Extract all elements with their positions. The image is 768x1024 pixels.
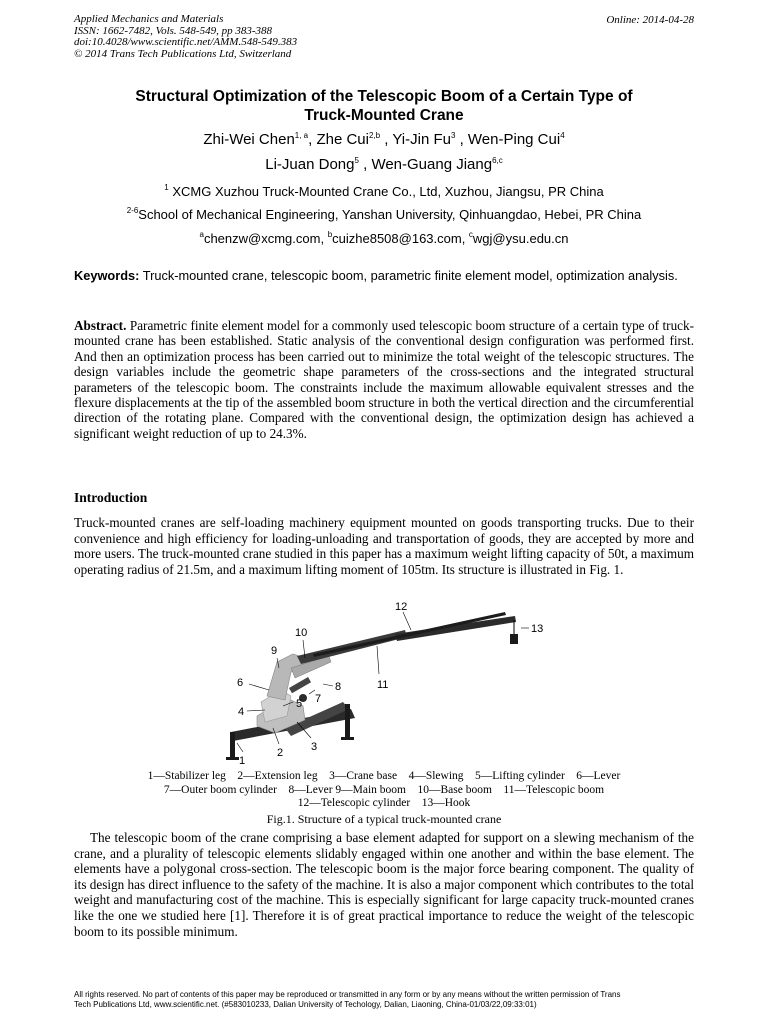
author-name: Li-Juan Dong: [265, 156, 355, 173]
callout-label: 10: [295, 627, 308, 639]
journal-header: [74, 14, 297, 60]
callout-label: 1: [239, 755, 246, 767]
stabilizer-leg-right: [345, 704, 350, 738]
abstract-text: Parametric finite element model for a commonly used telescopic boom structure of a certain type of truck-mounted crane has been established. Static analysis of the conventional design configuration was performed first. And then an optimization process has been carried out to minimize the total weight of the telescopic structures. The design variables include the geometric shape parameters of the cross-sections and the integrated structural parameters of the telescopic boom. The constraints include the maximum allowable equivalent stresses and the flexure displacements at the tip of the assembled boom structure in both the vertical direction and the circumferential direction of the rotating plane. Compared with the conventional design, the optimization design has achieved a significant weight reduction of up to 24.3%.: [74, 318, 694, 441]
footer-notice: [74, 990, 694, 1009]
crane-figure: [225, 598, 555, 768]
doi: doi:10.4028/www.scientific.net/AMM.548-549.383: [74, 36, 298, 49]
legend-line: 7—Outer boom cylinder 8—Lever 9—Main boom 10—Base boom 11—Telescopic boom: [163, 783, 605, 796]
author-line-1: [74, 131, 694, 148]
abstract-label: Abstract.: [74, 318, 127, 333]
author-sup: 4: [560, 131, 565, 140]
abstract: [74, 318, 694, 441]
title-line-2: Truck-Mounted Crane: [304, 107, 464, 124]
hook-block: [510, 634, 518, 644]
lifting-cylinder-shape: [289, 677, 311, 693]
author-emails: [74, 231, 694, 246]
author-name: , Wen-Ping Cui: [455, 131, 561, 148]
author-sup: 1, a: [294, 131, 309, 140]
email[interactable]: chenzw@xcmg.com,: [203, 231, 328, 246]
callout-label: 12: [395, 601, 408, 613]
leader-6: [249, 684, 269, 690]
callout-label: 3: [311, 741, 318, 753]
issn: ISSN: 1662-7482, Vols. 548-549, pp 383-388: [74, 24, 272, 37]
paper-title: [74, 87, 694, 125]
leader-4: [247, 710, 265, 711]
leader-11: [377, 646, 379, 674]
online-date: Online: 2014-04-28: [606, 14, 694, 26]
author-sup: 5: [354, 156, 359, 165]
affiliation-sup: 1: [164, 183, 169, 192]
author-name: Zhi-Wei Chen: [203, 131, 295, 148]
title-line-1: Structural Optimization of the Telescopic Boom of a Certain Type of: [135, 88, 633, 105]
keywords-text: Truck-mounted crane, telescopic boom, parametric finite element model, optimization analysis.: [139, 268, 678, 283]
email[interactable]: cuizhe8508@163.com,: [332, 231, 469, 246]
callout-label: 13: [531, 623, 544, 635]
affiliation-2: [74, 207, 694, 222]
paragraph: Truck-mounted cranes are self-loading machinery equipment mounted on goods transporting trucks. Due to their convenience and high efficiency for loading-unloading and transportation of goods, they are accepted by more and more users. The truck-mounted crane studied in this paper has a maximum weight lifting capacity of 50t, a maximum operating radius of 21.5m, and a maximum lifting moment of 105tm. Its structure is illustrated in Fig. 1.: [74, 515, 694, 577]
email-sup: b: [327, 230, 333, 239]
author-sup: 6,c: [492, 156, 503, 165]
callout-label: 6: [237, 677, 244, 689]
footer-line: Tech Publications Ltd, www.scientific.net. (#583010233, Dalian University of Techology, Dalian, Liaoning, China-01/03/22,09:33:01): [74, 999, 537, 1009]
legend-line: 12—Telescopic cylinder 13—Hook: [297, 797, 471, 810]
author-name: , Yi-Jin Fu: [380, 131, 451, 148]
footer-line: All rights reserved. No part of contents of this paper may be reproduced or transmitted in any form or by any means without the written permission of Trans: [74, 990, 621, 999]
figure-caption: Fig.1. Structure of a typical truck-mounted crane: [266, 812, 502, 826]
callout-label: 4: [238, 706, 245, 718]
author-sup: 2,b: [368, 131, 381, 140]
paragraph: The telescopic boom of the crane comprising a base element adapted for support on a slewing mechanism of the crane, and a plurality of telescopic elements slidably engaged within one another and within the base element. The elements have a polygonal cross-section. The telescopic boom is the major force bearing component. The quality of its design has direct influence to the safety of the machine. It is also a major component which contributes to the total weight and manufacturing cost of the machine. This is especially significant for large capacity truck-mounted cranes like the one we studied here [1]. Therefore it is of great practical importance to reduce the weight of the telescopic boom to its possible minimum.: [74, 830, 694, 939]
author-line-2: [74, 156, 694, 173]
author-sup: 3: [450, 131, 456, 140]
email-sup: c: [468, 230, 473, 239]
callout-label: 5: [296, 698, 303, 710]
legend-line: 1—Stabilizer leg 2—Extension leg 3—Crane base 4—Slewing 5—Lifting cylinder 6—Lever: [147, 770, 621, 782]
affiliation-text: XCMG Xuzhou Truck-Mounted Crane Co., Ltd, Xuzhou, Jiangsu, PR China: [168, 184, 604, 199]
email-sup: a: [199, 230, 204, 239]
callout-label: 7: [315, 693, 322, 705]
telescopic-boom-shape: [395, 616, 516, 641]
stabilizer-foot-left: [226, 757, 239, 760]
stabilizer-leg-left: [230, 732, 235, 758]
leader-8: [323, 684, 333, 686]
callout-label: 2: [277, 747, 284, 759]
affiliation-1: [74, 184, 694, 199]
figure-legend: [74, 770, 694, 811]
copyright: © 2014 Trans Tech Publications Ltd, Switzerland: [74, 47, 292, 60]
callout-label: 8: [335, 681, 342, 693]
leader-1: [237, 743, 243, 752]
affiliation-text: School of Mechanical Engineering, Yanshan University, Qinhuangdao, Hebei, PR China: [138, 207, 642, 222]
email[interactable]: wgj@ysu.edu.cn: [472, 231, 569, 246]
stabilizer-foot-right: [341, 737, 354, 740]
leader-12: [403, 612, 411, 630]
affiliation-sup: 2-6: [126, 206, 139, 215]
author-name: , Wen-Guang Jiang: [358, 156, 493, 173]
callout-label: 11: [377, 679, 389, 691]
telescopic-cylinder-shape: [313, 612, 506, 657]
author-name: , Zhe Cui: [308, 131, 369, 148]
section-heading: Introduction: [74, 490, 148, 505]
crane-illustration: [226, 612, 518, 760]
journal-name: Applied Mechanics and Materials: [74, 13, 224, 25]
keywords-label: Keywords:: [74, 268, 140, 283]
keywords: [74, 268, 694, 283]
callout-label: 9: [271, 645, 278, 657]
